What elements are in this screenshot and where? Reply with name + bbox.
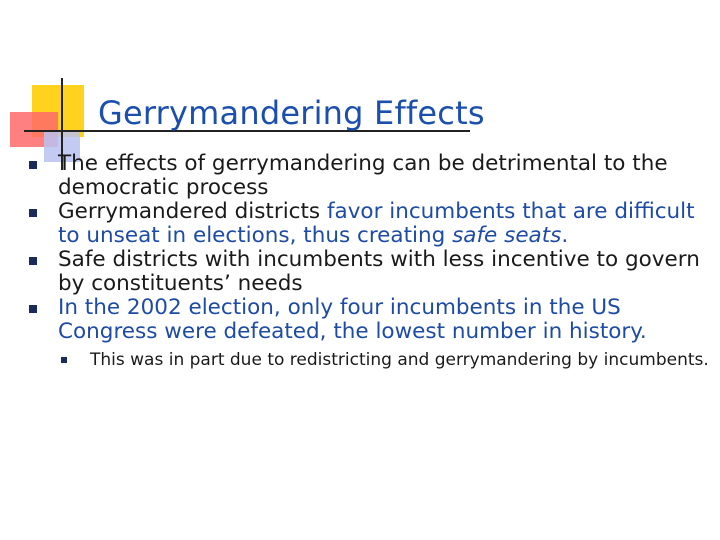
bullet-text: The effects of gerrymandering can be detrimental to the democratic process [58,151,668,200]
bullet-text-prefix: Gerrymandered districts [58,199,327,224]
square-bullet-icon [29,161,37,169]
bullet-item [22,152,714,200]
bullet-text: In the 2002 election, only four incumbents in the US Congress were defeated, the lowest number in history. [58,295,647,344]
bullet-item [22,248,714,296]
sub-bullet-text: This was in part due to redistricting and gerrymandering by incumbents. [90,350,709,370]
bullet-item [22,296,714,370]
sub-bullet-item [58,350,714,370]
square-bullet-icon [29,209,37,217]
square-bullet-icon [29,257,37,265]
bullet-list [22,152,714,370]
square-bullet-icon [61,357,67,363]
bullet-text-italic: safe seats [452,223,562,248]
sub-bullet-list [58,350,714,370]
bullet-text-suffix: . [561,223,569,248]
slide-title: Gerrymandering Effects [98,94,485,132]
bullet-text-highlight: favor incumbents that are difficult to unseat in elections, thus creating [58,199,695,248]
square-bullet-icon [29,305,37,313]
bullet-text: Safe districts with incumbents with less incentive to govern by constituents’ needs [58,247,700,296]
bullet-item [22,200,714,248]
slide-logo [0,0,140,170]
